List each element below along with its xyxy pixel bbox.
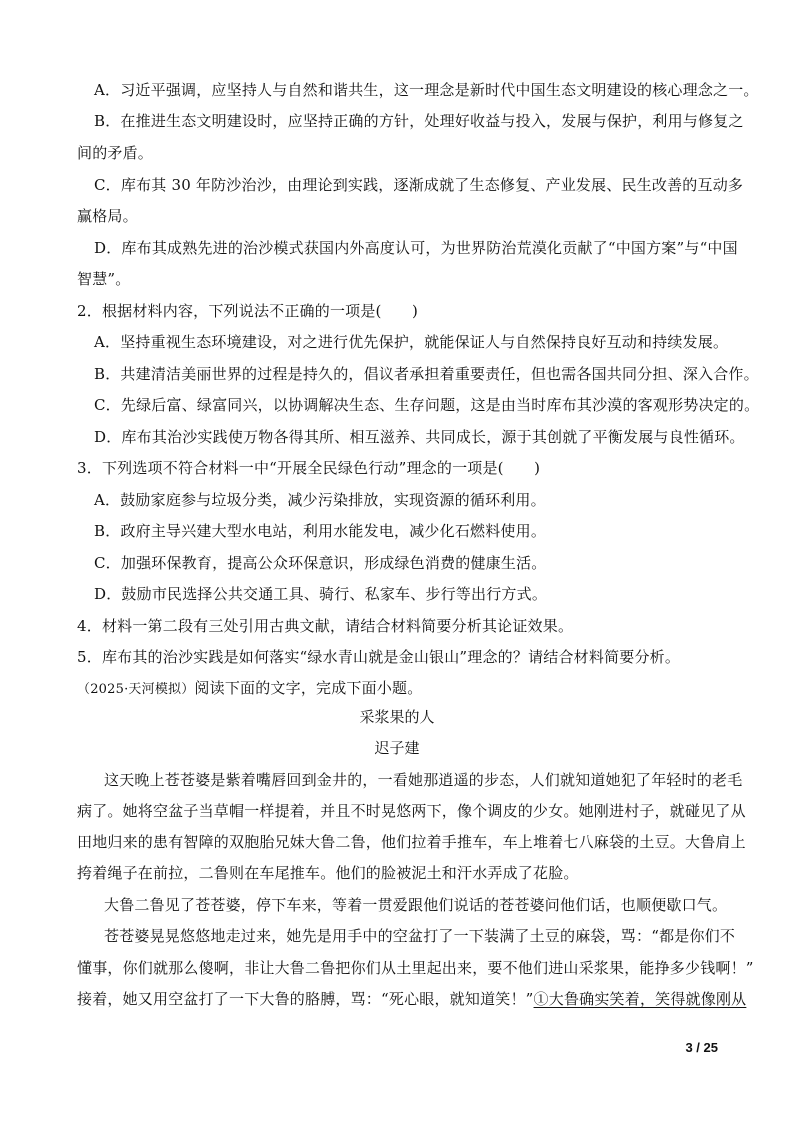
q1-option-d-cont: 智慧”。	[77, 270, 131, 288]
q3-option-c: C．加强环保教育，提高公众环保意识，形成绿色消费的健康生活。	[94, 554, 547, 572]
q3-stem: 3．下列选项不符合材料一中“开展全民绿色行动”理念的一项是( )	[77, 459, 541, 477]
story-title: 采浆果的人	[359, 708, 435, 726]
paragraph-3-line-3	[77, 989, 746, 1009]
q1-option-c: C．库布其 30 年防沙治沙，由理论到实践，逐渐成就了生态修复、产业发展、民生改善的互动多	[94, 176, 744, 194]
paragraph-1-line-4: 挎着绳子在前拉，二鲁则在车尾推车。他们的脸被泥土和汗水弄成了花脸。	[77, 864, 579, 882]
q5-stem: 5．库布其的治沙实践是如何落实“绿水青山就是金山银山”理念的？请结合材料简要分析。	[77, 648, 681, 666]
q2-option-a: A．坚持重视生态环境建设，对之进行优先保护，就能保证人与自然保持良好互动和持续发展。	[94, 333, 729, 351]
q3-option-d: D．鼓励市民选择公共交通工具、骑行、私家车、步行等出行方式。	[94, 585, 548, 603]
paragraph-1-line-3: 田地归来的患有智障的双胞胎兄妹大鲁二鲁，他们拉着手推车，车上堆着七八麻袋的土豆。大鲁肩上	[77, 833, 746, 851]
paragraph-2: 大鲁二鲁见了苍苍婆，停下车来，等着一贯爱跟他们说话的苍苍婆问他们话，也顺便歇口气。	[104, 896, 728, 914]
paragraph-3-line-1: 苍苍婆晃晃悠悠地走过来，她先是用手中的空盆打了一下装满了土豆的麻袋，骂：“都是你们不	[104, 927, 736, 945]
instruction-text: 阅读下面的文字，完成下面小题。	[194, 679, 423, 697]
q3-option-a: A．鼓励家庭参与垃圾分类，减少污染排放，实现资源的循环利用。	[94, 491, 546, 509]
q2-option-d: D．库布其治沙实践使万物各得其所、相互滋养、共同成长，源于其创就了平衡发展与良性循环。	[94, 428, 745, 446]
paragraph-1-line-1: 这天晚上苍苍婆是紫着嘴唇回到金井的，一看她那逍遥的步态，人们就知道她犯了年轻时的老毛	[104, 771, 743, 789]
q3-option-b: B．政府主导兴建大型水电站，利用水能发电，减少化石燃料使用。	[94, 522, 547, 540]
passage-intro	[77, 678, 422, 700]
underlined-sentence-1: ①大鲁确实笑着，笑得就像刚从	[533, 990, 747, 1008]
story-author: 迟子建	[374, 739, 420, 757]
page-number: 3 / 25	[685, 1040, 718, 1055]
q1-option-a: A．习近平强调，应坚持人与自然和谐共生，这一理念是新时代中国生态文明建设的核心理念之一。	[94, 81, 759, 99]
paragraph-3-text: 接着，她又用空盆打了一下大鲁的胳膊，骂：“死心眼，就知道笑！”	[77, 990, 534, 1008]
q1-option-b: B．在推进生态文明建设时，应坚持正确的方针，处理好收益与投入，发展与保护，利用与修复之	[94, 112, 744, 130]
source-label: （2025·天河模拟）	[77, 682, 195, 697]
q2-option-b: B．共建清洁美丽世界的过程是持久的，倡议者承担着重要责任，但也需各国共同分担、深入合作。	[94, 365, 759, 383]
q1-option-c-cont: 赢格局。	[77, 207, 138, 225]
q2-stem: 2．根据材料内容，下列说法不正确的一项是( )	[77, 302, 419, 320]
q1-option-b-cont: 间的矛盾。	[77, 144, 154, 162]
paragraph-3-line-2: 懂事，你们就那么傻啊，非让大鲁二鲁把你们从土里起出来，要不他们进山采浆果，能挣多少钱啊！”	[77, 959, 754, 977]
q1-option-d: D．库布其成熟先进的治沙模式获国内外高度认可，为世界防治荒漠化贡献了“中国方案”与“中国	[94, 239, 738, 257]
q2-option-c: C．先绿后富、绿富同兴，以协调解决生态、生存问题，这是由当时库布其沙漠的客观形势决定的。	[94, 396, 760, 414]
paragraph-1-line-2: 病了。她将空盆子当草帽一样提着，并且不时晃悠两下，像个调皮的少女。她刚进村子，就碰见了从	[77, 802, 746, 820]
q4-stem: 4．材料一第二段有三处引用古典文献，请结合材料简要分析其论证效果。	[77, 617, 574, 635]
